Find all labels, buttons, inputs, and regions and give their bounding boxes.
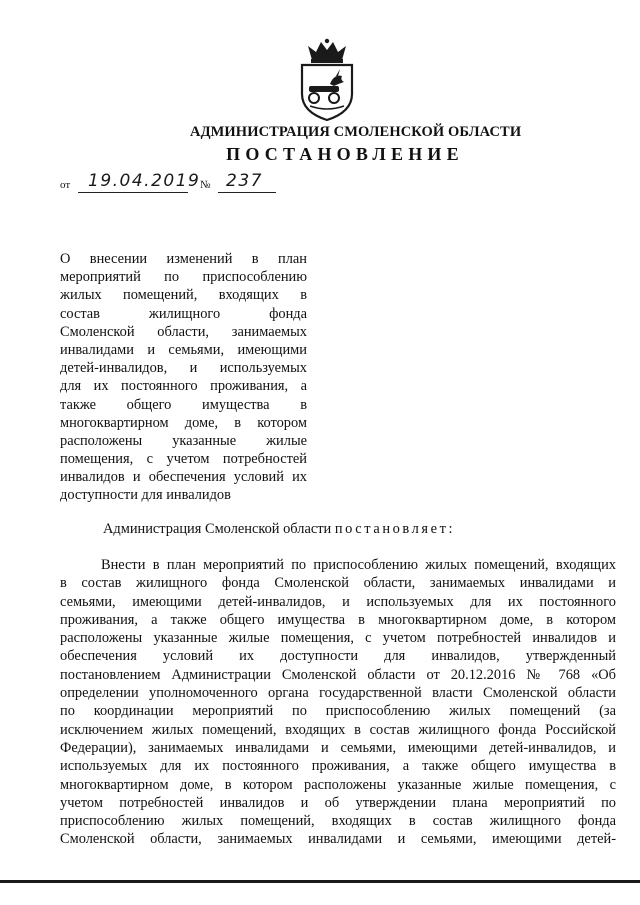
page-bottom-rule — [0, 880, 640, 883]
body-line: в состав жилищного фонда Смоленской области, занимаемых инвалидами и — [60, 575, 616, 592]
subject-line: помещения, с учетом потребностей — [60, 451, 307, 468]
subject-line: О внесении изменений в план — [60, 251, 307, 267]
subject-line: расположены указанные жилые — [60, 432, 307, 449]
number-underline — [218, 192, 276, 193]
subject-line: детей-инвалидов, и используемых — [60, 360, 307, 377]
date-from-label: от — [60, 179, 71, 191]
subject-line: для их постоянного проживания, а — [60, 378, 307, 395]
preamble-text: Администрация Смоленской области — [103, 521, 332, 537]
subject-line: доступности для инвалидов — [60, 487, 231, 504]
subject-line: жилых помещений, входящих в — [60, 287, 307, 304]
date-number-line — [60, 172, 300, 196]
body-line: постановлением Администрации Смоленской области от 20.12.2016 № 768 «Об — [60, 666, 616, 683]
number-label: № — [200, 179, 211, 191]
body-line: Федерации), занимаемых инвалидами и семьями, имеющими детей-инвалидов, и — [60, 739, 616, 756]
body-line: Смоленской области, занимаемых инвалидами и семьями, имеющими детей- — [60, 831, 616, 848]
body-line: учетом потребностей инвалидов и об утверждении плана мероприятий по — [60, 794, 616, 811]
document-type-title: ПОСТАНОВЛЕНИЕ — [226, 144, 464, 164]
subject-line: инвалидами и семьями, имеющими — [60, 341, 307, 358]
subject-line: Смоленской области, занимаемых — [60, 323, 307, 340]
body-line: Внести в план мероприятий по приспособлению жилых помещений, входящих — [101, 557, 616, 573]
body-line: обеспечения условий их доступности для инвалидов, утвержденный — [60, 648, 616, 665]
handwritten-number: 237 — [226, 171, 263, 191]
body-paragraph — [60, 556, 616, 849]
body-line: исключением жилых помещений, входящих в состав жилищного фонда Российской — [60, 721, 616, 738]
preamble — [103, 521, 455, 538]
smolensk-coat-of-arms-icon — [294, 38, 360, 122]
subject-block — [60, 250, 307, 505]
preamble-decree-word: постановляет: — [334, 521, 456, 537]
subject-line: состав жилищного фонда — [60, 305, 307, 322]
body-line: по координации мероприятий по приспособлению жилых помещений (за — [60, 703, 616, 720]
organization-title: АДМИНИСТРАЦИЯ СМОЛЕНСКОЙ ОБЛАСТИ — [190, 124, 522, 140]
body-line: многоквартирном доме, в котором расположены указанные жилые помещения, с — [60, 776, 616, 793]
body-line: определении уполномоченного органа государственной власти Смоленской области — [60, 685, 616, 702]
body-line: семьями, имеющими детей-инвалидов, и используемых для их постоянного — [60, 593, 616, 610]
subject-line: многоквартирном доме, в котором — [60, 414, 307, 431]
handwritten-date: 19.04.2019 — [88, 171, 201, 191]
date-underline — [78, 192, 188, 193]
body-line: приспособлению жилых помещений, входящих в состав жилищного фонда — [60, 813, 616, 830]
subject-line: инвалидов и обеспечения условий их — [60, 469, 307, 486]
body-line: используемых для их постоянного проживания, а также общего имущества в — [60, 758, 616, 775]
body-line: проживания, а также общего имущества в многоквартирном доме, в котором — [60, 611, 616, 628]
subject-line: также общего имущества в — [60, 396, 307, 413]
subject-line: мероприятий по приспособлению — [60, 269, 307, 286]
body-line: расположены указанные жилые помещения, с учетом потребностей инвалидов и — [60, 630, 616, 647]
